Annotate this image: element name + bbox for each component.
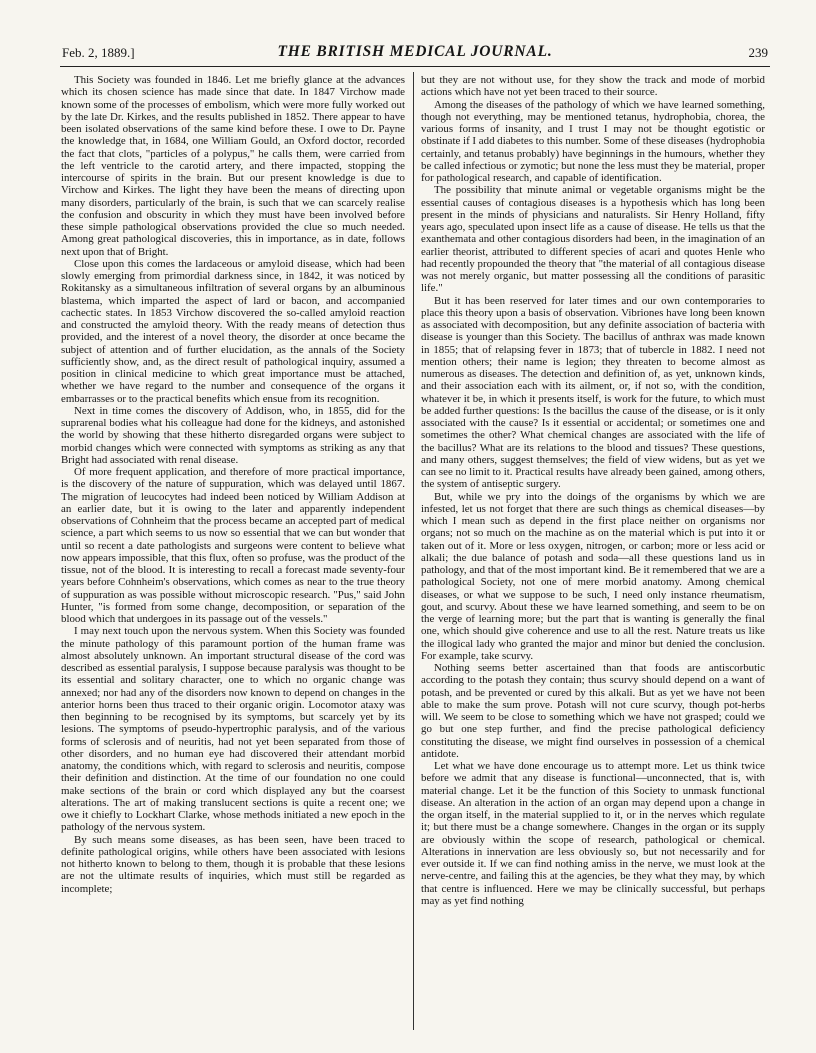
- header-rule: [60, 66, 770, 67]
- header-date: Feb. 2, 1889.]: [62, 45, 135, 60]
- paragraph: Let what we have done encourage us to attempt more. Let us think twice before we admit that any disease is functional—unconnected, that is, with material change. Let it be the function of this Society to unmask functional disease. An alteration in the action of an organ may depend upon a change in the organ itself, in the material supplied to it, or in the nerves which regulate it; but there must be a change somewhere. Changes in the organ or its supply are obviously within the scope of research, pathological or chemical. Alterations in innervation are less obviously so, but not necessarily and for ever outside it. If we can find nothing amiss in the nerve, we must look at the nerve-centre, and failing this at the agencies, be they what they may, by which that centre is influenced. Here we may be clinically successful, but perhaps may as yet find nothing: [421, 760, 765, 907]
- right-column: [421, 74, 765, 1034]
- paragraph: By such means some diseases, as has been seen, have been traced to definite pathological origins, while others have been associated with lesions not hitherto known to belong to them, though it is probable that these lesions are not the ultimate results of inquiries, which must still be regarded as incomplete;: [61, 833, 405, 895]
- running-header: [62, 43, 768, 65]
- journal-title: THE BRITISH MEDICAL JOURNAL.: [277, 43, 553, 60]
- paragraph: But, while we pry into the doings of the organisms by which we are infested, let us not forget that there are such things as chemical diseases—by which I mean such as depend in the first place neither on organisms nor organs; not so much on the machine as on the material which is put into it or taken out of it. More or less oxygen, nitrogen, or carbon; more or less acid or alkali; the due balance of potash and soda—all these questions land us in pathology, and that of the most important kind. Be it remembered that we are a pathological Society, not one of mere morbid anatomy. Among chemical diseases, or what we suppose to be such, I need only instance rheumatism, gout, and scurvy. About these we have learned something, and seem to be on the verge of learning more; but the part that is wanting is generally the final one, which should give coherence and use to all the rest. Nature treats us like the illogical lady who granted the major and minor but denied the conclusion. For example, take scurvy.: [421, 490, 765, 662]
- paragraph: This Society was founded in 1846. Let me briefly glance at the advances which its chosen science has made since that date. In 1847 Virchow made known some of the processes of embolism, which were more fully worked out by the late Dr. Kirkes, and the results published in 1852. There appear to have been isolated observations of the same kind before these. I owe to Dr. Payne the knowledge that, in 1684, one William Gould, an Oxford doctor, recorded the fact that clots, "particles of a polypus," he calls them, were carried from the left ventricle to the carotid artery, and there impacted, stopping the intercourse of spirits in the brain. But our present knowledge is due to Virchow and Kirkes. The light they have been the means of directing upon many disorders, particularly of the brain, is such that we can scarcely realise the confusion and obscurity in which they must have been involved before these simple pathological observations provided the clue so much needed. Among great pathological discoveries, this in importance, as in date, follows next upon that of Bright.: [61, 74, 405, 258]
- paragraph: Next in time comes the discovery of Addison, who, in 1855, did for the suprarenal bodies what his colleague had done for the kidneys, and astonished the world by showing that these hitherto disregarded organs were subject to morbid changes which were connected with symptoms as striking as any that Bright had associated with renal disease.: [61, 404, 405, 466]
- left-column: [61, 74, 405, 1034]
- paragraph: I may next touch upon the nervous system. When this Society was founded the minute pathology of this paramount portion of the human frame was almost absolutely unknown. An important structural disease of the cord was described as essential paralysis, I suppose because paralysis was thought to be its essential and solitary character, one to which no organic change was annexed; nor had any of the disorders now known to depend on changes in the anterior horns been thus traced to their organic origin. Locomotor ataxy was then beginning to be recognised by its symptoms, but scarcely yet by its lesions. The symptoms of pseudo-hypertrophic paralysis, and of the various forms of sclerosis and of neuritis, had not yet been separated from those of other disorders, and no human eye had discovered their attendant morbid anatomy, the conditions which, with regard to sclerosis and neuritis, compose their definition and distinction. At the time of our foundation no one could make sections of the brain or cord which displayed any but the coarsest alterations. The art of making translucent sections is quite a recent one; we owe it chiefly to Lockhart Clarke, whose methods initiated a new epoch in the pathology of the nervous system.: [61, 625, 405, 834]
- paragraph: Of more frequent application, and therefore of more practical importance, is the discovery of the nature of suppuration, which was delayed until 1867. The migration of leucocytes had indeed been noticed by William Addison at an earlier date, but it is owing to the later and apparently independent observations of Cohnheim that the process became an accepted part of medical science, a part which seems to us now so essential that we can but wonder that until so recent a date pathologists and surgeons were content to believe what now appears impossible, that this flux, often so profuse, was the product of the tissue, not of the blood. It is interesting to recall a forecast made seventy-four years before Cohnheim's observations, which comes as near to the true theory of suppuration as was possible without microscopic research. "Pus," said John Hunter, "is formed from some change, decomposition, or separation of the blood which that undergoes in its passage out of the vessels.": [61, 466, 405, 625]
- paragraph: Close upon this comes the lardaceous or amyloid disease, which had been slowly emerging from primordial darkness since, in 1842, it was noticed by Rokitansky as a simultaneous infiltration of several organs by an albuminous blastema, which imparted the aspect of lard or bacon, and accompanied cachectic states. In 1853 Virchow discovered the so-called amyloid reaction and constructed the amyloid theory. With the ready means of detection thus provided, and the interest of a novel theory, the disorder at once became the subject of attention and of further elucidation, as the annals of the Society sufficiently show, and, as the direct result of pathological inquiry, assumed a position in clinical medicine to which great importance must be attached, whether we have regard to the number and consequence of the organs it embarrasses or to the practical benefits which ensue from its recognition.: [61, 257, 405, 405]
- paragraph: But it has been reserved for later times and our own contemporaries to place this theory upon a basis of observation. Vibriones have long been known as associated with decomposition, but any definite association of bacteria with disease is younger than this Society. The bacillus of anthrax was made known in 1855; that of relapsing fever in 1873; that of tubercle in 1882. I need not mention others; their name is legion; they threaten to become almost as numerous as diseases. The detection and definition of, as yet, unknown kinds, and their association each with its ailment, or, if not so, with the condition, whatever it be, in which it presents itself, is work for the future, to which must be added further questions: Is the bacillus the cause of the disease, or is it only associated with the cause? Is it essential or accidental; or sometimes one and sometimes the other? What chemical changes are associated with the life of the bacillus? What are its relations to the blood and tissues? These questions, and many others, suggest themselves; the field of view widens, but as yet we can see no limit to it. Practical results have already been gained, among others, the system of antiseptic surgery.: [421, 294, 765, 491]
- column-divider: [413, 72, 414, 1030]
- paragraph: Among the diseases of the pathology of which we have learned something, though not everything, may be mentioned tetanus, hydrophobia, chorea, the various forms of insanity, and I trust I may not be thought egotistic or obstinate if I add diabetes to this number. Some of these diseases (hydrophobia certainly, and tetanus probably) have beginnings in the humours, whether they be called infectious or zymotic; but none the less must they be material, proper for pathological research, and capable of identification.: [421, 98, 765, 184]
- paragraph: Nothing seems better ascertained than that foods are antiscorbutic according to the potash they contain; thus scurvy should depend on a want of potash, and be prevented or cured by this alkali. But as yet we have not been able to make the sum prove. Potash will not cure scurvy, though pot-herbs will. We seem to be close to something which we have not grasped; could we go but one step further, and find the precise pathological deficiency constituting the disease, we might find ourselves in possession of a chemical antidote.: [421, 662, 765, 760]
- paragraph-continuation: but they are not without use, for they show the track and mode of morbid actions which have not yet been traced to their source.: [421, 74, 765, 99]
- paragraph: The possibility that minute animal or vegetable organisms might be the essential causes of contagious diseases is a hypothesis which has long been present in the minds of physicians and naturalists. Sir Henry Holland, fifty years ago, speculated upon insect life as a cause of disease. He tells us that the exanthemata and other contagious disorders had been, in the imagination of an earlier theorist, attributed to different species of acari and quotes Henle who had recently propounded the theory that "the material of all contagious disease was not merely organic, but matter possessing all the conditions of parasitic life.": [421, 184, 765, 295]
- page-number: 239: [748, 45, 768, 60]
